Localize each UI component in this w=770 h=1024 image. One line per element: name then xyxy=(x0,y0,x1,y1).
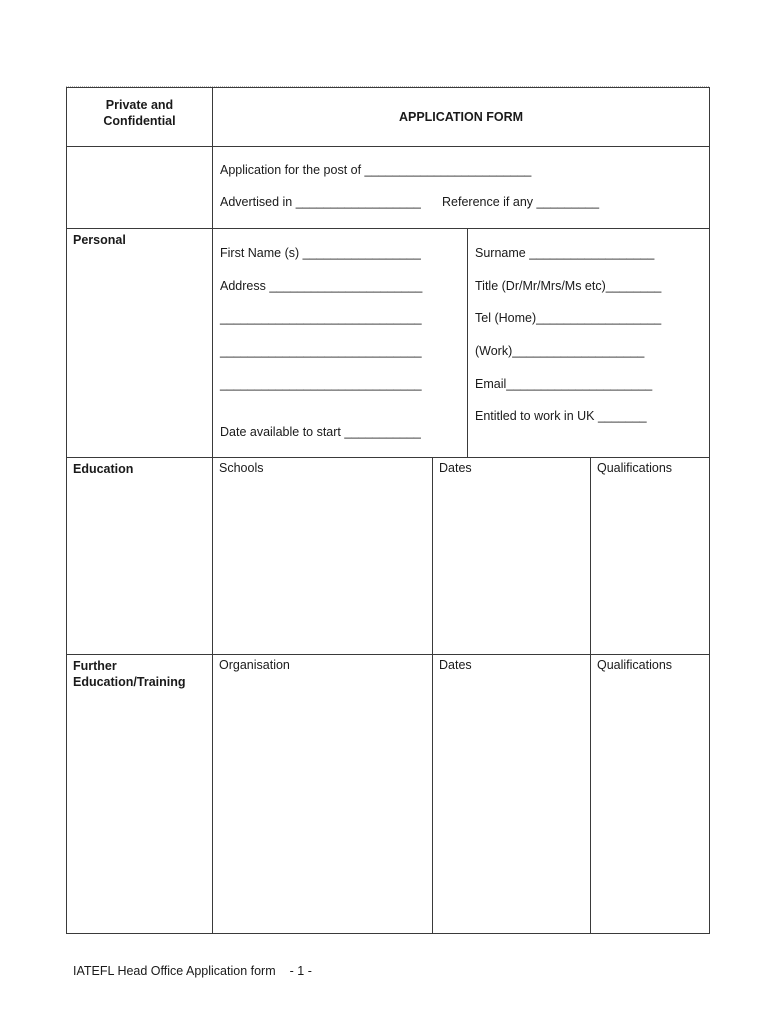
first-name-field[interactable]: First Name (s) _________________ xyxy=(220,246,421,260)
post-label-cell xyxy=(67,147,213,229)
confidential-label-cell xyxy=(67,88,213,147)
footer-text: IATEFL Head Office Application form xyxy=(73,964,276,978)
personal-left-cell[interactable] xyxy=(213,229,468,458)
title-field[interactable]: Title (Dr/Mr/Mrs/Ms etc)________ xyxy=(475,279,662,293)
date-available-field[interactable]: Date available to start ___________ xyxy=(220,425,421,439)
education-label: Education xyxy=(73,462,134,476)
application-for-post-field[interactable]: Application for the post of ________________________ xyxy=(220,163,532,177)
personal-label-cell xyxy=(67,229,213,458)
reference-field[interactable]: Reference if any _________ xyxy=(442,195,600,209)
tel-home-field[interactable]: Tel (Home)__________________ xyxy=(475,311,662,325)
address-line2-field[interactable]: _____________________________ xyxy=(220,311,422,325)
education-dates-cell[interactable] xyxy=(433,458,591,655)
education-row xyxy=(67,458,710,655)
address-line4-field[interactable]: _____________________________ xyxy=(220,377,422,391)
further-education-dates-header: Dates xyxy=(439,658,472,672)
education-qualifications-header: Qualifications xyxy=(597,461,673,475)
personal-label: Personal xyxy=(73,233,126,247)
further-education-label-line2: Education/Training xyxy=(73,675,186,689)
confidential-label-line1: Private and xyxy=(105,98,174,112)
address-line3-field[interactable]: _____________________________ xyxy=(220,344,422,358)
post-row xyxy=(67,147,710,229)
further-education-qualifications-header: Qualifications xyxy=(597,658,673,672)
address-field[interactable]: Address ______________________ xyxy=(220,279,423,293)
further-education-label-line1: Further xyxy=(73,659,117,673)
page-footer xyxy=(73,964,312,978)
entitled-to-work-field[interactable]: Entitled to work in UK _______ xyxy=(475,409,647,423)
confidential-label-line2: Confidential xyxy=(103,114,176,128)
header-row xyxy=(67,88,710,147)
organisation-header: Organisation xyxy=(219,658,290,672)
page-number: - 1 - xyxy=(289,964,312,978)
further-education-dates-cell[interactable] xyxy=(433,655,591,934)
surname-field[interactable]: Surname __________________ xyxy=(475,246,655,260)
personal-right-cell[interactable] xyxy=(468,229,710,458)
email-field[interactable]: Email_____________________ xyxy=(475,377,653,391)
further-education-qualifications-cell[interactable] xyxy=(591,655,710,934)
form-title: APPLICATION FORM xyxy=(398,110,524,124)
schools-cell[interactable] xyxy=(213,458,433,655)
advertised-in-field[interactable]: Advertised in __________________ xyxy=(220,195,421,209)
further-education-row xyxy=(67,655,710,934)
personal-row xyxy=(67,229,710,458)
education-qualifications-cell[interactable] xyxy=(591,458,710,655)
schools-header: Schools xyxy=(219,461,264,475)
tel-work-field[interactable]: (Work)___________________ xyxy=(475,344,645,358)
education-label-cell xyxy=(67,458,213,655)
form-title-cell xyxy=(213,88,710,147)
education-dates-header: Dates xyxy=(439,461,472,475)
organisation-cell[interactable] xyxy=(213,655,433,934)
post-details-cell[interactable] xyxy=(213,147,710,229)
further-education-label-cell xyxy=(67,655,213,934)
application-form-table xyxy=(66,87,710,934)
